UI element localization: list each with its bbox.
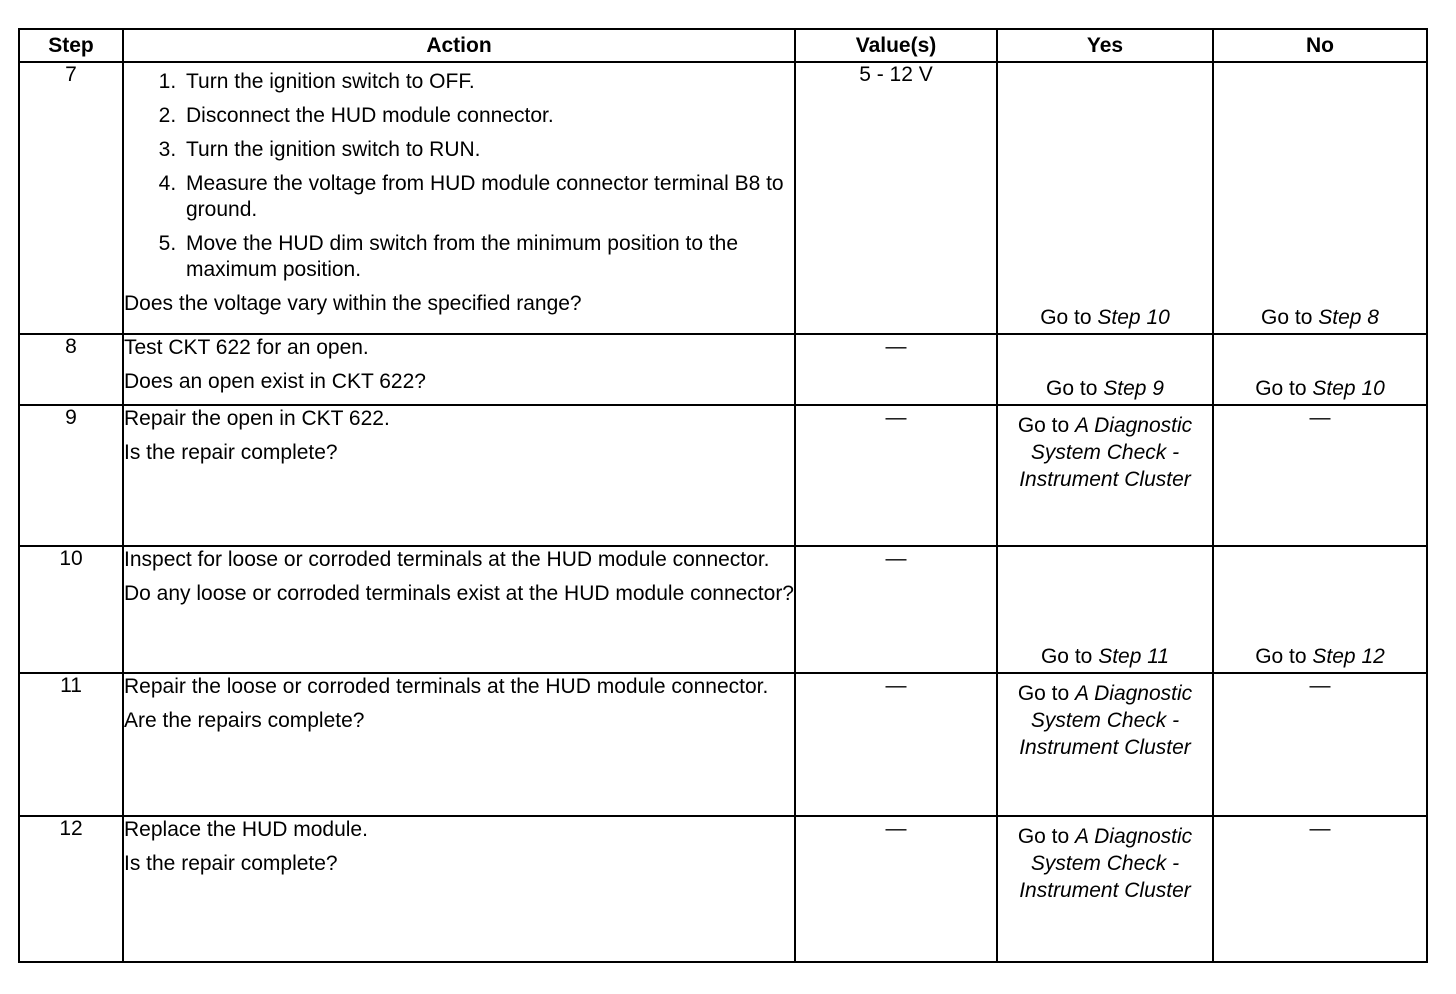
- no-cell: [1213, 334, 1427, 405]
- table-row-step-11: [19, 673, 1427, 816]
- goto-prefix: Go to: [1261, 306, 1313, 329]
- yes-cell: [997, 546, 1213, 673]
- yes-goto: [998, 305, 1212, 331]
- yes-goto: [998, 674, 1212, 761]
- goto-target: Step 8: [1318, 306, 1379, 329]
- action-instruction: Inspect for loose or corroded terminals at the HUD module connector.: [124, 548, 770, 571]
- step-number: 12: [19, 816, 123, 962]
- yes-cell: [997, 816, 1213, 962]
- action-step: 3. Turn the ignition switch to RUN.: [182, 137, 794, 163]
- action-step: 4. Measure the voltage from HUD module connector terminal B8 to ground.: [182, 171, 794, 223]
- table-row-step-12: [19, 816, 1427, 962]
- goto-prefix: Go to: [1040, 306, 1092, 329]
- action-cell: [123, 62, 795, 334]
- goto-prefix: Go to: [1017, 682, 1070, 705]
- no-goto: [1214, 376, 1426, 402]
- table-row-step-8: [19, 334, 1427, 405]
- action-instruction: Repair the loose or corroded terminals at the HUD module connector.: [124, 675, 769, 698]
- no-goto: [1214, 644, 1426, 670]
- goto-target: A Diagnostic System Check - Instrument Cluster: [1019, 825, 1193, 902]
- action-question: Do any loose or corroded terminals exist at the HUD module connector?: [124, 582, 794, 605]
- action-question: Does the voltage vary within the specified range?: [124, 292, 582, 315]
- table-row-step-10: [19, 546, 1427, 673]
- yes-goto: [998, 644, 1212, 670]
- goto-target: A Diagnostic System Check - Instrument Cluster: [1019, 682, 1193, 759]
- header-step: Step: [19, 29, 123, 62]
- yes-cell: [997, 62, 1213, 334]
- yes-goto: [998, 817, 1212, 904]
- value-cell: —: [795, 546, 997, 673]
- goto-prefix: Go to: [1017, 414, 1070, 437]
- action-cell: [123, 405, 795, 546]
- value-cell: —: [795, 816, 997, 962]
- header-values: Value(s): [795, 29, 997, 62]
- no-cell: [1213, 546, 1427, 673]
- header-row: [19, 29, 1427, 62]
- action-step: 5. Move the HUD dim switch from the minimum position to the maximum position.: [182, 231, 794, 283]
- action-question: Are the repairs complete?: [124, 709, 365, 732]
- action-cell: [123, 673, 795, 816]
- action-cell: [123, 334, 795, 405]
- table-row-step-9: [19, 405, 1427, 546]
- header-no: No: [1213, 29, 1427, 62]
- action-cell: [123, 546, 795, 673]
- goto-target: Step 9: [1103, 377, 1164, 400]
- no-cell: —: [1213, 405, 1427, 546]
- action-instruction: Test CKT 622 for an open.: [124, 336, 369, 359]
- yes-cell: [997, 405, 1213, 546]
- step-number: 10: [19, 546, 123, 673]
- action-steps-list: [124, 69, 794, 283]
- step-number: 11: [19, 673, 123, 816]
- no-cell: —: [1213, 673, 1427, 816]
- action-step: 2. Disconnect the HUD module connector.: [182, 103, 794, 129]
- yes-cell: [997, 673, 1213, 816]
- action-question: Is the repair complete?: [124, 441, 338, 464]
- goto-target: A Diagnostic System Check - Instrument Cluster: [1019, 414, 1193, 491]
- action-instruction: Replace the HUD module.: [124, 818, 368, 841]
- diagnostic-table: [18, 28, 1428, 963]
- action-instruction: Repair the open in CKT 622.: [124, 407, 390, 430]
- action-question: Does an open exist in CKT 622?: [124, 370, 426, 393]
- header-yes: Yes: [997, 29, 1213, 62]
- no-cell: [1213, 62, 1427, 334]
- yes-goto: [998, 406, 1212, 493]
- goto-prefix: Go to: [1017, 825, 1070, 848]
- goto-target: Step 10: [1312, 377, 1385, 400]
- goto-prefix: Go to: [1040, 645, 1093, 668]
- value-cell: —: [795, 673, 997, 816]
- diagnostic-table-page: [18, 28, 1426, 963]
- value-cell: 5 - 12 V: [795, 62, 997, 334]
- no-goto: [1214, 305, 1426, 331]
- goto-prefix: Go to: [1046, 377, 1098, 400]
- goto-target: Step 10: [1097, 306, 1170, 329]
- value-cell: —: [795, 405, 997, 546]
- goto-target: Step 11: [1098, 645, 1170, 668]
- table-row-step-7: [19, 62, 1427, 334]
- yes-goto: [998, 376, 1212, 402]
- action-step: 1. Turn the ignition switch to OFF.: [182, 69, 794, 95]
- goto-target: Step 12: [1312, 645, 1385, 668]
- action-question: Is the repair complete?: [124, 852, 338, 875]
- value-cell: —: [795, 334, 997, 405]
- yes-cell: [997, 334, 1213, 405]
- header-action: Action: [123, 29, 795, 62]
- action-cell: [123, 816, 795, 962]
- no-cell: —: [1213, 816, 1427, 962]
- step-number: 7: [19, 62, 123, 334]
- step-number: 8: [19, 334, 123, 405]
- goto-prefix: Go to: [1255, 377, 1307, 400]
- goto-prefix: Go to: [1255, 645, 1307, 668]
- step-number: 9: [19, 405, 123, 546]
